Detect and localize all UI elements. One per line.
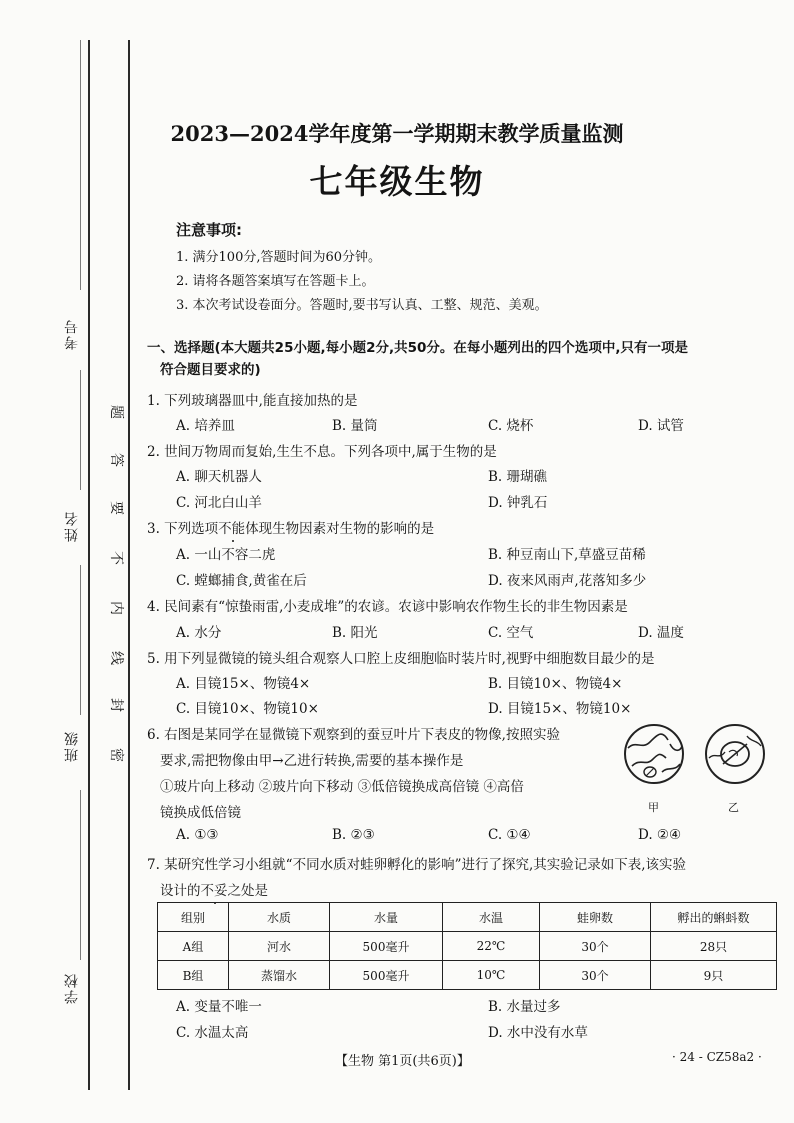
table-header: 水质 bbox=[229, 903, 330, 932]
table-cell: 30个 bbox=[540, 961, 651, 990]
option: A. ①③ bbox=[176, 827, 219, 843]
class-label: 班级 bbox=[64, 730, 80, 762]
table-cell: 10℃ bbox=[443, 961, 540, 990]
stem-text: 设计的 bbox=[160, 883, 201, 899]
option: C. 河北白山羊 bbox=[176, 495, 262, 511]
option: A. 聊天机器人 bbox=[176, 469, 262, 485]
table-cell: 河水 bbox=[229, 932, 330, 961]
stem-text: 体现生物因素对生物的影响的是 bbox=[245, 521, 435, 537]
option: B. 种豆南山下,草盛豆苗稀 bbox=[488, 547, 646, 563]
option: C. 螳螂捕食,黄雀在后 bbox=[176, 573, 307, 589]
table-row bbox=[158, 932, 777, 961]
option: D. 试管 bbox=[638, 418, 684, 434]
table-header: 水温 bbox=[443, 903, 540, 932]
table-cell: 500毫升 bbox=[330, 932, 443, 961]
name-label: 姓名 bbox=[64, 510, 80, 542]
question-stem: 要求,需把物像由甲→乙进行转换,需要的基本操作是 bbox=[160, 753, 464, 769]
option: A. 目镜15×、物镜4× bbox=[176, 676, 311, 692]
table-cell: 蒸馏水 bbox=[229, 961, 330, 990]
option: A. 水分 bbox=[176, 625, 222, 641]
question-stem: 4. 民间素有“惊蛰雨雷,小麦成堆”的农谚。农谚中影响农作物生长的非生物因素是 bbox=[147, 599, 628, 615]
seal-char: 线 bbox=[108, 651, 124, 665]
question-stem bbox=[147, 517, 434, 537]
seal-char: 封 bbox=[108, 698, 124, 712]
table-header-row bbox=[158, 903, 777, 932]
experiment-table bbox=[157, 902, 777, 990]
option: A. 培养皿 bbox=[176, 418, 235, 434]
table-cell: 500毫升 bbox=[330, 961, 443, 990]
option: D. 目镜15×、物镜10× bbox=[488, 701, 632, 717]
option: D. 夜来风雨声,花落知多少 bbox=[488, 573, 647, 589]
table-cell: B组 bbox=[158, 961, 229, 990]
table-cell: 30个 bbox=[540, 932, 651, 961]
table-header: 蛙卵数 bbox=[540, 903, 651, 932]
question-stem: 1. 下列玻璃器皿中,能直接加热的是 bbox=[147, 393, 358, 409]
option: B. 目镜10×、物镜4× bbox=[488, 676, 623, 692]
option: A. 一山不容二虎 bbox=[176, 547, 276, 563]
stem-text: 之处是 bbox=[227, 883, 268, 899]
table-row bbox=[158, 961, 777, 990]
notice-item: 2. 请将各题答案填写在答题卡上。 bbox=[176, 274, 375, 289]
seal-char: 内 bbox=[108, 601, 124, 615]
emphasis-text: 不妥 bbox=[200, 883, 228, 899]
school-line bbox=[80, 790, 81, 960]
school-label: 学校 bbox=[64, 972, 80, 1004]
microscope-figure-jia bbox=[622, 722, 686, 786]
question-stem: 5. 用下列显微镜的镜头组合观察人口腔上皮细胞临时装片时,视野中细胞数目最少的是 bbox=[147, 651, 655, 667]
option: A. 变量不唯一 bbox=[176, 999, 262, 1015]
question-stem: 镜换成低倍镜 bbox=[160, 805, 241, 821]
notice-item: 1. 满分100分,答题时间为60分钟。 bbox=[176, 250, 382, 265]
seal-char: 密 bbox=[108, 748, 124, 762]
option: B. 珊瑚礁 bbox=[488, 469, 548, 485]
option: D. 水中没有水草 bbox=[488, 1025, 588, 1041]
notice-item: 3. 本次考试设卷面分。答题时,要书写认真、工整、规范、美观。 bbox=[176, 298, 548, 313]
table-header: 组别 bbox=[158, 903, 229, 932]
question-stem bbox=[160, 879, 268, 899]
seal-char: 不 bbox=[108, 551, 124, 565]
table-cell: 22℃ bbox=[443, 932, 540, 961]
class-line bbox=[80, 565, 81, 715]
notice-heading: 注意事项: bbox=[176, 221, 242, 239]
section-heading bbox=[147, 337, 777, 381]
table-header: 孵出的蝌蚪数 bbox=[651, 903, 777, 932]
question-stem: 7. 某研究性学习小组就“不同水质对蛙卵孵化的影响”进行了探究,其实验记录如下表,该实验 bbox=[147, 857, 687, 873]
option: B. 水量过多 bbox=[488, 999, 561, 1015]
option: B. ②③ bbox=[332, 827, 375, 843]
option: D. ②④ bbox=[638, 827, 682, 843]
seal-char: 题 bbox=[108, 405, 124, 419]
figure-label-yi: 乙 bbox=[728, 801, 739, 814]
emphasis-text: 不能 bbox=[218, 521, 246, 537]
exam-title: 2023—2024学年度第一学期期末教学质量监测 bbox=[170, 121, 624, 146]
question-stem: 2. 世间万物周而复始,生生不息。下列各项中,属于生物的是 bbox=[147, 444, 497, 460]
page-footer: 【生物 第1页(共6页)】 bbox=[335, 1054, 470, 1069]
seal-char: 要 bbox=[108, 501, 124, 515]
option: C. 烧杯 bbox=[488, 418, 534, 434]
table-cell: 28只 bbox=[651, 932, 777, 961]
option: C. 空气 bbox=[488, 625, 534, 641]
option: C. ①④ bbox=[488, 827, 531, 843]
exam-subtitle: 七年级生物 bbox=[309, 162, 485, 201]
option: D. 钟乳石 bbox=[488, 495, 548, 511]
name-line bbox=[80, 370, 81, 490]
option: C. 目镜10×、物镜10× bbox=[176, 701, 319, 717]
option: C. 水温太高 bbox=[176, 1025, 249, 1041]
page-code: · 24 - CZ58a2 · bbox=[672, 1050, 762, 1064]
option: B. 阳光 bbox=[332, 625, 378, 641]
exam-no-label: 考号 bbox=[64, 318, 80, 350]
table-header: 水量 bbox=[330, 903, 443, 932]
seal-char: 答 bbox=[108, 453, 124, 467]
stem-text: 3. 下列选项 bbox=[147, 521, 219, 537]
option: D. 温度 bbox=[638, 625, 684, 641]
question-stem: ①玻片向上移动 ②玻片向下移动 ③低倍镜换成高倍镜 ④高倍 bbox=[160, 779, 524, 795]
table-cell: A组 bbox=[158, 932, 229, 961]
option: B. 量筒 bbox=[332, 418, 378, 434]
figure-label-jia: 甲 bbox=[648, 801, 659, 814]
table-cell: 9只 bbox=[651, 961, 777, 990]
section-line: 一、选择题(本大题共25小题,每小题2分,共50分。在每小题列出的四个选项中,只有一项是 bbox=[147, 340, 689, 356]
microscope-figure-yi bbox=[703, 722, 767, 786]
question-stem: 6. 右图是某同学在显微镜下观察到的蚕豆叶片下表皮的物像,按照实验 bbox=[147, 727, 560, 743]
section-line: 符合题目要求的) bbox=[160, 362, 261, 378]
